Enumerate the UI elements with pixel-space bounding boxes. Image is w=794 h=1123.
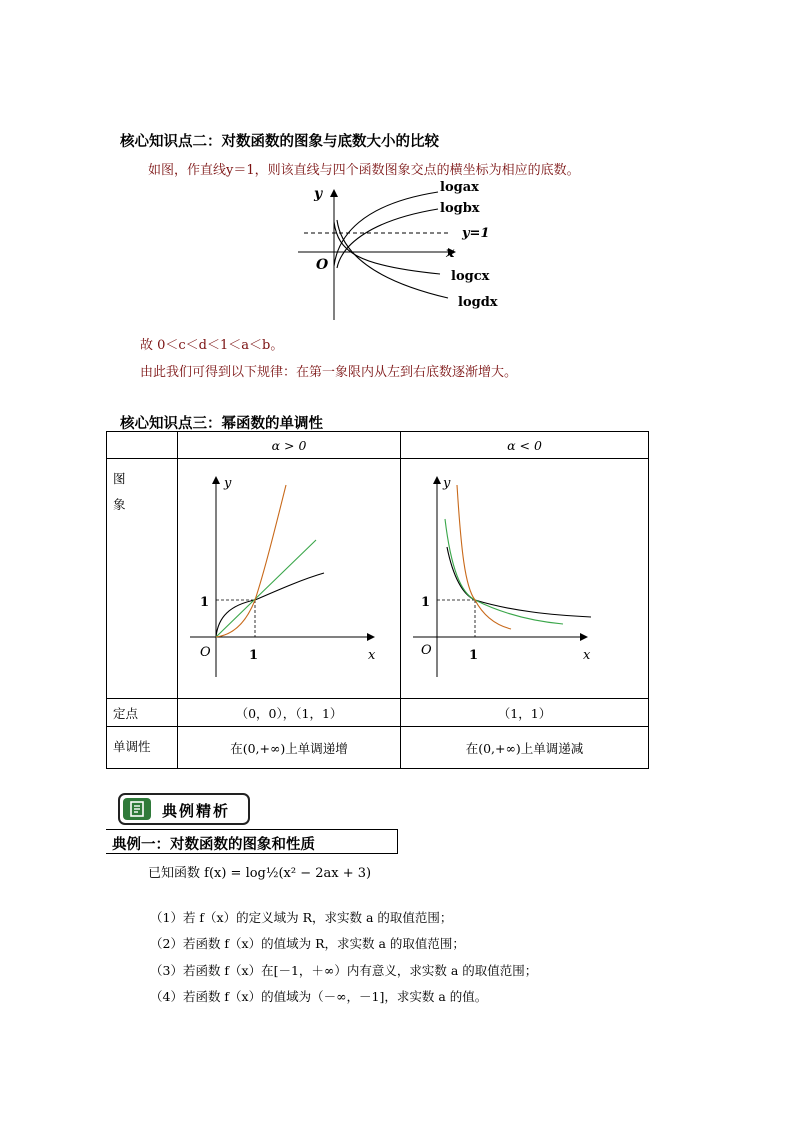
label-log-a: logax bbox=[440, 180, 479, 195]
curve-log-b bbox=[337, 209, 438, 268]
pos-x-label: x bbox=[368, 648, 376, 663]
point-alpha-pos: （0，0），（1，1） bbox=[178, 699, 401, 727]
pos-one-x: 1 bbox=[249, 648, 259, 663]
graph-alpha-pos-cell bbox=[178, 459, 401, 699]
example1-title: 典例一：对数函数的图象和性质 bbox=[112, 837, 315, 853]
question-3: （3）若函数 f（x）在[－1，＋∞）内有意义，求实数 a 的取值范围； bbox=[150, 963, 538, 978]
label-log-d: logdx bbox=[458, 295, 498, 310]
section2-conclusion: 故 0＜c＜d＜1＜a＜b。 bbox=[140, 338, 284, 353]
section2-rule: 由此我们可得到以下规律：在第一象限内从左到右底数逐渐增大。 bbox=[140, 365, 518, 380]
neg-origin: O bbox=[421, 643, 432, 658]
label-log-c: logcx bbox=[451, 269, 490, 284]
document-icon bbox=[123, 798, 151, 820]
section2-intro: 如图，作直线y＝1，则该直线与四个函数图象交点的横坐标为相应的底数。 bbox=[148, 163, 580, 178]
log-y-label: y bbox=[314, 186, 323, 202]
neg-one-x: 1 bbox=[469, 648, 479, 663]
question-4: （4）若函数 f（x）的值域为（－∞，－1]，求实数 a 的值。 bbox=[150, 989, 488, 1004]
point-alpha-neg: （1，1） bbox=[401, 699, 649, 727]
row-graph-label: 图 象 bbox=[107, 459, 178, 699]
neg-one-y: 1 bbox=[421, 595, 431, 610]
pos-y-label: y bbox=[224, 476, 232, 491]
curve-sqrt bbox=[216, 573, 324, 637]
badge-label: 典例精析 bbox=[162, 802, 231, 820]
curve-inv-sqrt bbox=[447, 547, 591, 617]
header-alpha-neg: α < 0 bbox=[401, 432, 649, 459]
section3-title: 核心知识点三：幂函数的单调性 bbox=[120, 416, 323, 432]
pos-one-y: 1 bbox=[200, 595, 210, 610]
example1-given: 已知函数 f(x) = log½(x² − 2ax + 3) bbox=[148, 866, 372, 881]
power-function-table bbox=[106, 431, 649, 769]
neg-y-label: y bbox=[443, 476, 451, 491]
row-point-label: 定点 bbox=[107, 699, 178, 727]
question-1: （1）若 f（x）的定义域为 R，求实数 a 的取值范围； bbox=[150, 910, 453, 925]
neg-x-label: x bbox=[583, 648, 591, 663]
example-badge bbox=[118, 793, 250, 825]
curve-identity bbox=[216, 540, 316, 637]
log-graph bbox=[290, 174, 520, 324]
row-mono-label: 单调性 bbox=[107, 727, 178, 769]
y1-label: y=1 bbox=[462, 226, 490, 241]
header-alpha-pos: α > 0 bbox=[178, 432, 401, 459]
label-log-b: logbx bbox=[440, 201, 480, 216]
graph-alpha-pos bbox=[178, 459, 400, 695]
log-x-label: x bbox=[446, 245, 455, 261]
mono-alpha-pos: 在(0,+∞)上单调递增 bbox=[178, 727, 401, 769]
curve-log-d bbox=[337, 220, 448, 298]
example1-title-box bbox=[106, 829, 398, 854]
table-corner bbox=[107, 432, 178, 459]
curve-square bbox=[216, 485, 286, 637]
curve-log-c bbox=[334, 222, 440, 274]
mono-alpha-neg: 在(0,+∞)上单调递减 bbox=[401, 727, 649, 769]
graph-alpha-neg-cell bbox=[401, 459, 649, 699]
section2-title: 核心知识点二：对数函数的图象与底数大小的比较 bbox=[120, 134, 439, 150]
log-origin: O bbox=[316, 257, 329, 273]
curve-log-a bbox=[334, 192, 438, 266]
graph-alpha-neg bbox=[401, 459, 648, 695]
question-2: （2）若函数 f（x）的值域为 R，求实数 a 的取值范围； bbox=[150, 936, 465, 951]
pos-origin: O bbox=[200, 645, 211, 660]
curve-inv bbox=[445, 519, 563, 624]
